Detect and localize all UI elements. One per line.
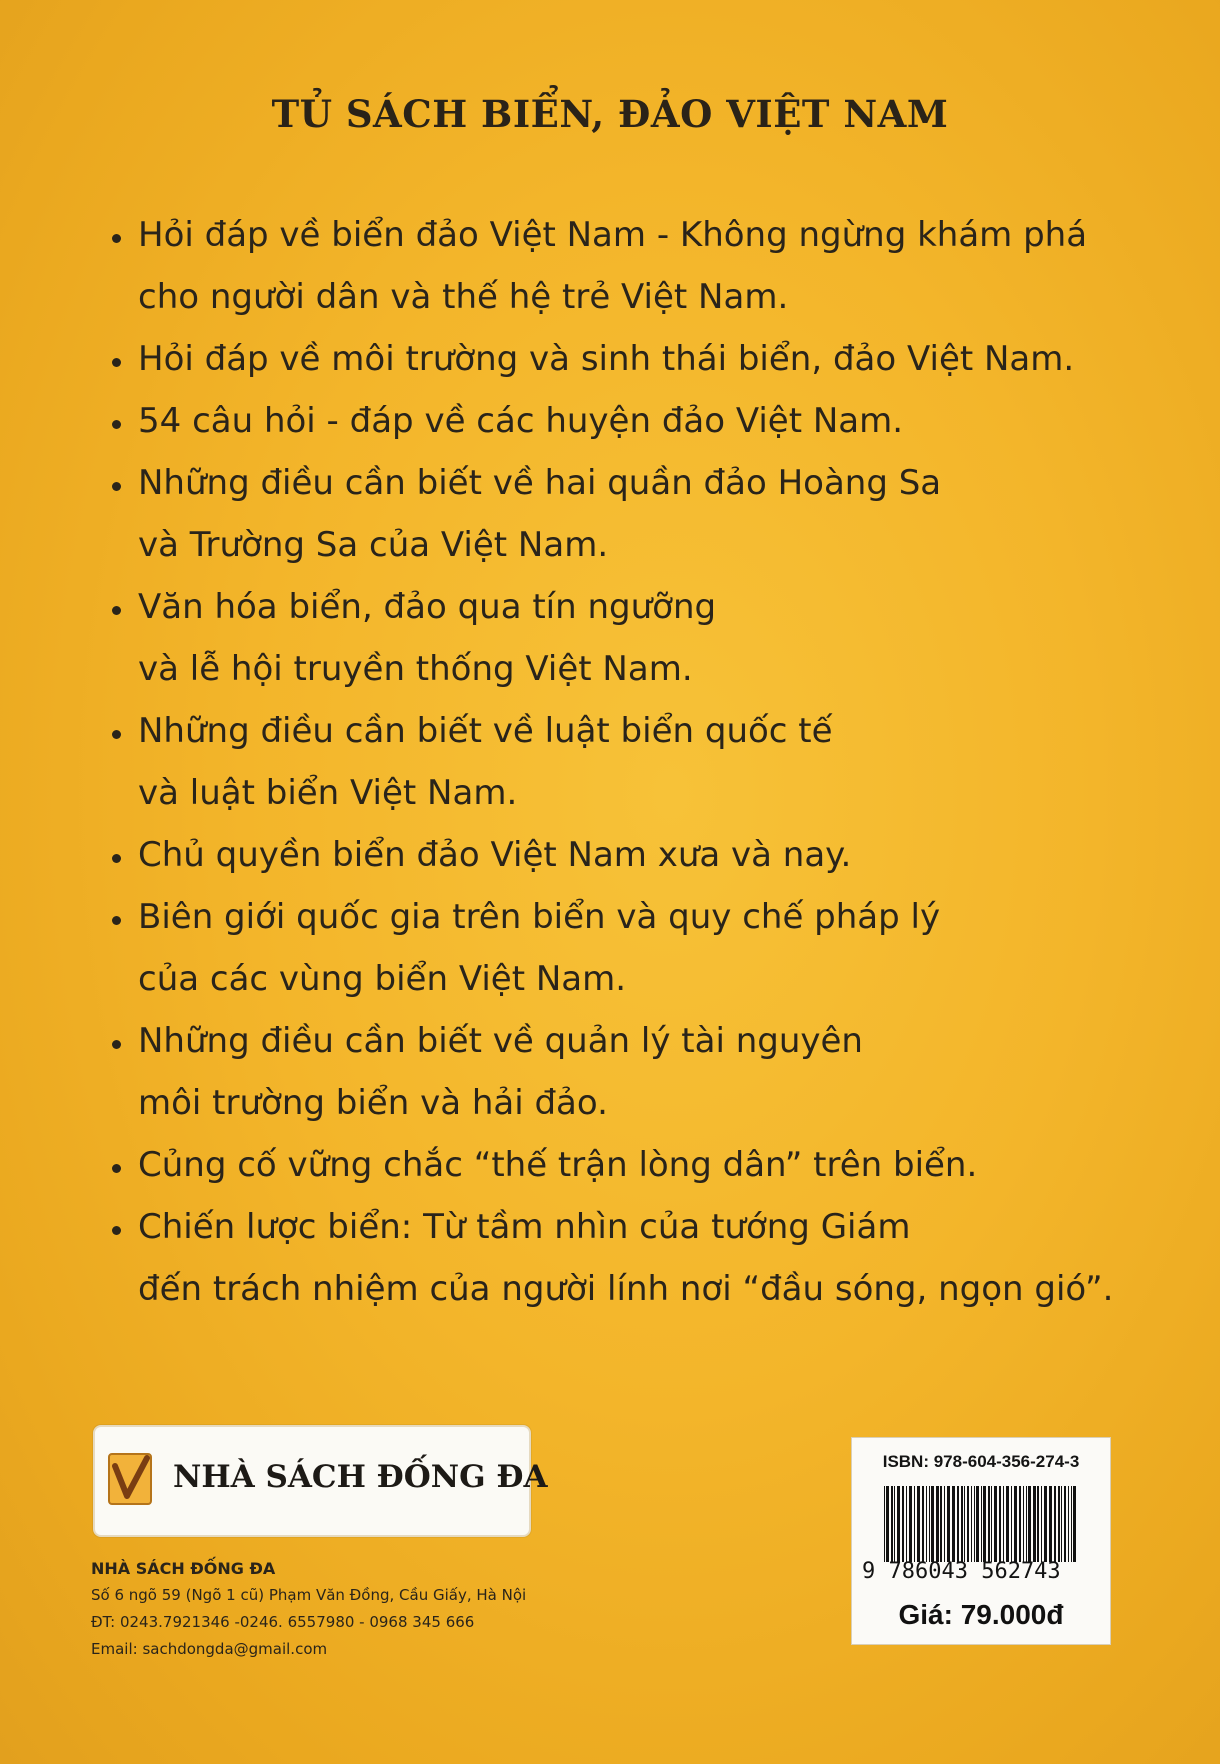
isbn-box	[851, 1437, 1111, 1645]
bullet-icon	[112, 420, 121, 429]
bullet-icon	[112, 916, 121, 925]
barcode-bar	[897, 1486, 900, 1562]
book-title: Những điều cần biết về luật biển quốc tế và luật biển Việt Nam.	[138, 711, 833, 813]
barcode-bar	[906, 1486, 907, 1562]
barcode-digits: 9 786043 562743	[862, 1559, 1061, 1584]
bullet-icon	[112, 854, 121, 863]
barcode-bar	[940, 1486, 942, 1562]
barcode-bar	[1033, 1486, 1036, 1562]
barcode-bar	[967, 1486, 969, 1562]
list-item	[112, 700, 1172, 824]
publisher-email: Email: sachdongda@gmail.com	[91, 1640, 328, 1658]
barcode-bar	[894, 1486, 895, 1562]
barcode-bar	[1011, 1486, 1012, 1562]
barcode-bar	[1014, 1486, 1017, 1562]
book-title: Văn hóa biển, đảo qua tín ngưỡng và lễ hội truyền thống Việt Nam.	[138, 587, 717, 689]
bullet-icon	[112, 234, 121, 243]
barcode-bar	[991, 1486, 992, 1562]
barcode-bar	[981, 1486, 982, 1562]
barcode-bar	[1044, 1486, 1047, 1562]
barcode-bar	[909, 1486, 912, 1562]
list-item	[112, 576, 1172, 700]
book-title: Biên giới quốc gia trên biển và quy chế pháp lý của các vùng biển Việt Nam.	[138, 897, 941, 999]
book-list	[112, 204, 1172, 1320]
barcode-bar	[983, 1486, 986, 1562]
barcode-bar	[922, 1486, 924, 1562]
book-title: Những điều cần biết về quản lý tài nguyên môi trường biển và hải đảo.	[138, 1021, 863, 1123]
barcode-bar	[902, 1486, 904, 1562]
book-title: 54 câu hỏi - đáp về các huyện đảo Việt Nam.	[138, 401, 904, 441]
barcode-bar	[1023, 1486, 1024, 1562]
book-title: Những điều cần biết về hai quần đảo Hoàng Sa và Trường Sa của Việt Nam.	[138, 463, 942, 565]
barcode-bar	[1068, 1486, 1069, 1562]
barcode-bar	[994, 1486, 997, 1562]
barcode-bar	[914, 1486, 915, 1562]
isbn-label: ISBN: 978-604-356-274-3	[882, 1452, 1080, 1471]
publisher-logo	[93, 1425, 548, 1537]
barcode-bar	[976, 1486, 979, 1562]
barcode-bar	[926, 1486, 927, 1562]
bullet-icon	[112, 358, 121, 367]
barcode-bar	[964, 1486, 965, 1562]
list-item	[112, 824, 1172, 886]
barcode-bar	[999, 1486, 1001, 1562]
book-title: Củng cố vững chắc “thế trận lòng dân” trên biển.	[138, 1145, 978, 1185]
barcode	[884, 1486, 1080, 1562]
logo-name: NHÀ SÁCH ĐỐNG ĐA	[173, 1459, 548, 1495]
barcode-bar	[957, 1486, 959, 1562]
book-title: Hỏi đáp về môi trường và sinh thái biển, đảo Việt Nam.	[138, 339, 1075, 379]
barcode-bar	[952, 1486, 955, 1562]
bullet-icon	[112, 1164, 121, 1173]
publisher-address: Số 6 ngõ 59 (Ngõ 1 cũ) Phạm Văn Đồng, Cầu Giấy, Hà Nội	[91, 1586, 527, 1604]
barcode-bar	[1071, 1486, 1072, 1562]
book-title: Chủ quyền biển đảo Việt Nam xưa và nay.	[138, 835, 852, 875]
barcode-bar	[944, 1486, 945, 1562]
barcode-bar	[929, 1486, 930, 1562]
barcode-bar	[1026, 1486, 1027, 1562]
list-item	[112, 452, 1172, 576]
barcode-bar	[961, 1486, 963, 1562]
barcode-bar	[947, 1486, 950, 1562]
barcode-bar	[1028, 1486, 1031, 1562]
publisher-name: NHÀ SÁCH ĐỐNG ĐA	[91, 1559, 276, 1578]
barcode-bar	[936, 1486, 939, 1562]
list-item	[112, 1134, 1172, 1196]
barcode-bar	[1073, 1486, 1076, 1562]
bullet-icon	[112, 482, 121, 491]
barcode-bar	[974, 1486, 975, 1562]
list-item	[112, 328, 1172, 390]
bullet-icon	[112, 730, 121, 739]
publisher-info	[91, 1555, 526, 1663]
barcode-bar	[1049, 1486, 1052, 1562]
list-item	[112, 1010, 1172, 1134]
bullet-icon	[112, 606, 121, 615]
barcode-bar	[931, 1486, 934, 1562]
barcode-bar	[884, 1486, 885, 1562]
barcode-bar	[886, 1486, 889, 1562]
barcode-bar	[1037, 1486, 1039, 1562]
barcode-bar	[1019, 1486, 1021, 1562]
price: Giá: 79.000đ	[898, 1599, 1064, 1630]
bullet-icon	[112, 1226, 121, 1235]
barcode-bar	[988, 1486, 990, 1562]
barcode-bar	[1064, 1486, 1066, 1562]
barcode-bar	[1061, 1486, 1062, 1562]
publisher-phone: ĐT: 0243.7921346 -0246. 6557980 - 0968 345 666	[91, 1613, 475, 1631]
barcode-bar	[1041, 1486, 1042, 1562]
bullet-icon	[112, 1040, 121, 1049]
list-item	[112, 1196, 1172, 1320]
list-item	[112, 204, 1172, 328]
checkmark-book-icon	[107, 1452, 153, 1506]
book-title: Chiến lược biển: Từ tầm nhìn của tướng Giám đến trách nhiệm của người lính nơi “đầu sóng, ngọn gió”.	[138, 1207, 1114, 1309]
barcode-bar	[891, 1486, 893, 1562]
barcode-bar	[1054, 1486, 1056, 1562]
barcode-bar	[917, 1486, 920, 1562]
list-item	[112, 886, 1172, 1010]
barcode-bar	[1058, 1486, 1060, 1562]
list-item	[112, 390, 1172, 452]
barcode-bar	[1006, 1486, 1009, 1562]
barcode-bar	[1003, 1486, 1004, 1562]
barcode-bar	[971, 1486, 972, 1562]
series-title: TỦ SÁCH BIỂN, ĐẢO VIỆT NAM	[271, 92, 949, 136]
book-title: Hỏi đáp về biển đảo Việt Nam - Không ngừng khám phá cho người dân và thế hệ trẻ Việt Nam.	[138, 215, 1088, 317]
